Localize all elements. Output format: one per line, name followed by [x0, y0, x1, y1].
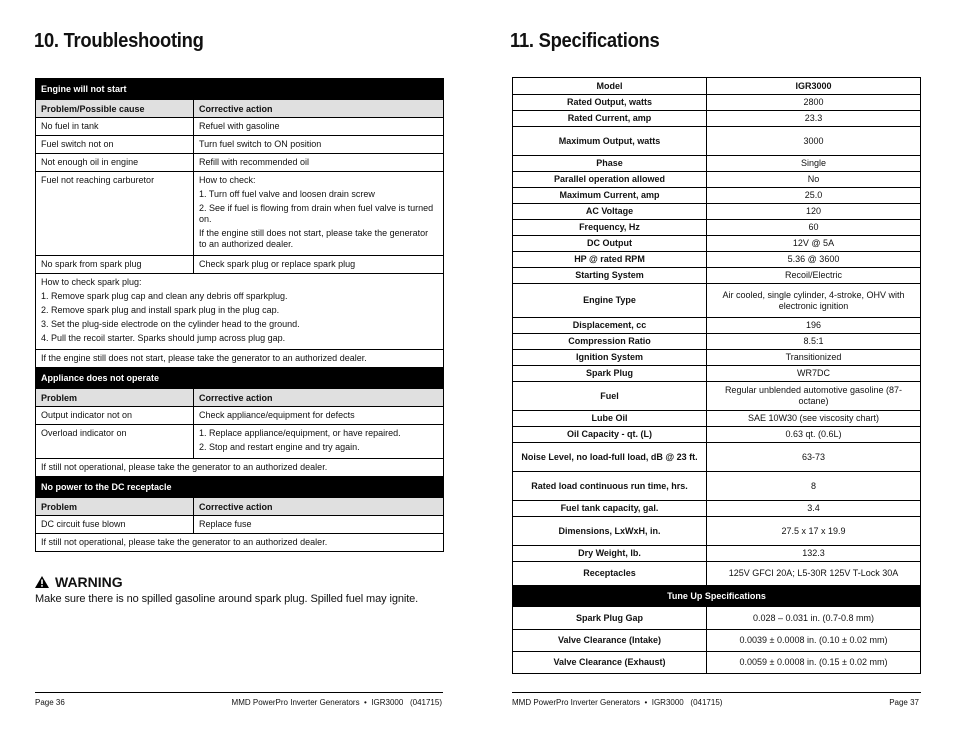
spec-row	[513, 517, 921, 546]
action-cell: Refill with recommended oil	[194, 154, 444, 172]
table-row	[36, 172, 444, 256]
page-title: 10. Troubleshooting	[34, 30, 204, 52]
spec-row	[513, 607, 921, 630]
spec-key: DC Output	[513, 236, 707, 252]
action-line: 1. Replace appliance/equipment, or have repaired.	[199, 428, 401, 438]
spec-key: HP @ rated RPM	[513, 252, 707, 268]
warning-text: Make sure there is no spilled gasoline around spark plug. Spilled fuel may ignite.	[35, 593, 419, 605]
action-line: 2. Stop and restart engine and try again.	[199, 442, 360, 452]
spec-row	[513, 95, 921, 111]
spec-key: Receptacles	[513, 562, 707, 586]
spec-value: SAE 10W30 (see viscosity chart)	[707, 411, 921, 427]
spec-value: Single	[707, 156, 921, 172]
spec-row	[513, 204, 921, 220]
spec-key: Starting System	[513, 268, 707, 284]
section-heading: Appliance does not operate	[36, 368, 444, 389]
spec-key: Dimensions, LxWxH, in.	[513, 517, 707, 546]
spec-value: 0.63 qt. (0.6L)	[707, 427, 921, 443]
problem-cell: Fuel switch not on	[36, 136, 194, 154]
spec-value: 25.0	[707, 188, 921, 204]
spec-value: 23.3	[707, 111, 921, 127]
spec-value: 2800	[707, 95, 921, 111]
spec-row	[513, 268, 921, 284]
action-cell: Turn fuel switch to ON position	[194, 136, 444, 154]
spec-key: Model	[513, 78, 707, 95]
spec-row	[513, 284, 921, 318]
warning-label: WARNING	[55, 574, 123, 590]
problem-cell: DC circuit fuse blown	[36, 516, 194, 534]
spec-row	[513, 562, 921, 586]
spec-value: Recoil/Electric	[707, 268, 921, 284]
spec-key: Rated Current, amp	[513, 111, 707, 127]
table-header-row	[513, 78, 921, 95]
action-cell: Refuel with gasoline	[194, 118, 444, 136]
spec-value: 0.0059 ± 0.0008 in. (0.15 ± 0.02 mm)	[707, 652, 921, 674]
spec-value: 63-73	[707, 443, 921, 472]
table-row	[36, 425, 444, 459]
spec-key: Maximum Output, watts	[513, 127, 707, 156]
action-cell	[194, 425, 444, 459]
spec-key: Compression Ratio	[513, 334, 707, 350]
warning-triangle-icon	[35, 576, 49, 588]
spec-value: WR7DC	[707, 366, 921, 382]
spec-key: Fuel tank capacity, gal.	[513, 501, 707, 517]
table-row	[36, 350, 444, 368]
spec-value: No	[707, 172, 921, 188]
dealer-note: If the engine still does not start, please take the generator to an authorized dealer.	[36, 350, 444, 368]
spec-row	[513, 427, 921, 443]
spec-value: 196	[707, 318, 921, 334]
column-header: Problem	[36, 389, 194, 407]
spec-value: 8.5:1	[707, 334, 921, 350]
section-heading: No power to the DC receptacle	[36, 477, 444, 498]
spec-row	[513, 127, 921, 156]
spec-key: Fuel	[513, 382, 707, 411]
page-number: Page 37	[889, 698, 919, 707]
spec-row	[513, 411, 921, 427]
column-header: Corrective action	[194, 100, 444, 118]
spec-key: Displacement, cc	[513, 318, 707, 334]
footer-doc-info: MMD PowerPro Inverter Generators • IGR3000 (041715)	[231, 698, 442, 707]
page-title: 11. Specifications	[510, 30, 660, 52]
table-row	[36, 136, 444, 154]
action-cell	[194, 172, 444, 256]
spec-row	[513, 111, 921, 127]
footer-doc-info: MMD PowerPro Inverter Generators • IGR3000 (041715)	[512, 698, 723, 707]
spec-value: Transitionized	[707, 350, 921, 366]
spec-row	[513, 443, 921, 472]
warning-box	[35, 574, 455, 605]
footer-divider	[512, 692, 921, 693]
spec-key: Rated Output, watts	[513, 95, 707, 111]
table-row	[36, 534, 444, 552]
spec-key: Frequency, Hz	[513, 220, 707, 236]
spec-row	[513, 318, 921, 334]
spec-row	[513, 546, 921, 562]
spec-value: Regular unblended automotive gasoline (87-octane)	[707, 382, 921, 411]
spec-key: Noise Level, no load-full load, dB @ 23 ft.	[513, 443, 707, 472]
spec-key: Rated load continuous run time, hrs.	[513, 472, 707, 501]
section-heading: Tune Up Specifications	[513, 586, 921, 607]
spec-row	[513, 382, 921, 411]
warning-heading	[35, 574, 455, 590]
instruction-line: How to check spark plug:	[41, 277, 142, 287]
instruction-line: 1. Remove spark plug cap and clean any debris off sparkplug.	[41, 291, 288, 301]
spec-row	[513, 252, 921, 268]
column-header: Corrective action	[194, 498, 444, 516]
spec-key: Dry Weight, lb.	[513, 546, 707, 562]
spec-key: Parallel operation allowed	[513, 172, 707, 188]
spec-value: 3000	[707, 127, 921, 156]
spec-key: Spark Plug Gap	[513, 607, 707, 630]
spec-row	[513, 630, 921, 652]
table-row	[36, 256, 444, 274]
spec-key: Lube Oil	[513, 411, 707, 427]
troubleshooting-table	[35, 78, 444, 552]
problem-cell: Fuel not reaching carburetor	[36, 172, 194, 256]
spec-value: 3.4	[707, 501, 921, 517]
problem-cell: Output indicator not on	[36, 407, 194, 425]
table-row	[36, 118, 444, 136]
problem-cell: No fuel in tank	[36, 118, 194, 136]
action-line: 1. Turn off fuel valve and loosen drain screw	[199, 189, 375, 199]
problem-cell: Overload indicator on	[36, 425, 194, 459]
spec-row	[513, 156, 921, 172]
table-row	[36, 274, 444, 350]
dealer-note: If still not operational, please take the generator to an authorized dealer.	[36, 534, 444, 552]
action-line: If the engine still does not start, please take the generator to an authorized dealer.	[199, 228, 429, 249]
right-page	[477, 0, 954, 738]
action-cell: Replace fuse	[194, 516, 444, 534]
instruction-line: 4. Pull the recoil starter. Sparks should jump across plug gap.	[41, 333, 286, 343]
spec-key: Maximum Current, amp	[513, 188, 707, 204]
spec-value: 60	[707, 220, 921, 236]
spec-value: 120	[707, 204, 921, 220]
specifications-table	[512, 77, 921, 674]
table-row	[36, 459, 444, 477]
footer-divider	[35, 692, 443, 693]
table-row	[36, 407, 444, 425]
spec-row	[513, 334, 921, 350]
spec-key: Valve Clearance (Intake)	[513, 630, 707, 652]
spec-key: Engine Type	[513, 284, 707, 318]
spec-value: 0.0039 ± 0.0008 in. (0.10 ± 0.02 mm)	[707, 630, 921, 652]
action-cell: Check spark plug or replace spark plug	[194, 256, 444, 274]
table-row	[36, 154, 444, 172]
spec-row	[513, 220, 921, 236]
action-line: 2. See if fuel is flowing from drain when fuel valve is turned on.	[199, 203, 434, 224]
tune-up-section-row	[513, 586, 921, 607]
table-row	[36, 516, 444, 534]
spec-value: Air cooled, single cylinder, 4-stroke, OHV with electronic ignition	[707, 284, 921, 318]
column-header: Corrective action	[194, 389, 444, 407]
spec-value: 125V GFCI 20A; L5-30R 125V T-Lock 30A	[707, 562, 921, 586]
spec-row	[513, 350, 921, 366]
spec-key: Ignition System	[513, 350, 707, 366]
spark-plug-check-cell	[36, 274, 444, 350]
spec-row	[513, 172, 921, 188]
spec-value: 8	[707, 472, 921, 501]
column-header: Problem	[36, 498, 194, 516]
spec-key: Phase	[513, 156, 707, 172]
section-heading: Engine will not start	[36, 79, 444, 100]
page-number: Page 36	[35, 698, 65, 707]
action-cell: Check appliance/equipment for defects	[194, 407, 444, 425]
dealer-note: If still not operational, please take the generator to an authorized dealer.	[36, 459, 444, 477]
column-header: Problem/Possible cause	[36, 100, 194, 118]
spec-value: 0.028 – 0.031 in. (0.7-0.8 mm)	[707, 607, 921, 630]
instruction-line: 3. Set the plug-side electrode on the cylinder head to the ground.	[41, 319, 300, 329]
spec-row	[513, 501, 921, 517]
spec-row	[513, 652, 921, 674]
spec-row	[513, 472, 921, 501]
spec-row	[513, 366, 921, 382]
spec-row	[513, 188, 921, 204]
spec-value: IGR3000	[707, 78, 921, 95]
problem-cell: Not enough oil in engine	[36, 154, 194, 172]
spec-value: 132.3	[707, 546, 921, 562]
problem-cell: No spark from spark plug	[36, 256, 194, 274]
spec-key: Spark Plug	[513, 366, 707, 382]
spec-key: AC Voltage	[513, 204, 707, 220]
spec-value: 27.5 x 17 x 19.9	[707, 517, 921, 546]
spec-key: Valve Clearance (Exhaust)	[513, 652, 707, 674]
instruction-line: 2. Remove spark plug and install spark plug in the plug cap.	[41, 305, 280, 315]
spec-row	[513, 236, 921, 252]
action-line: How to check:	[199, 175, 256, 185]
spec-value: 12V @ 5A	[707, 236, 921, 252]
spec-key: Oil Capacity - qt. (L)	[513, 427, 707, 443]
spec-value: 5.36 @ 3600	[707, 252, 921, 268]
